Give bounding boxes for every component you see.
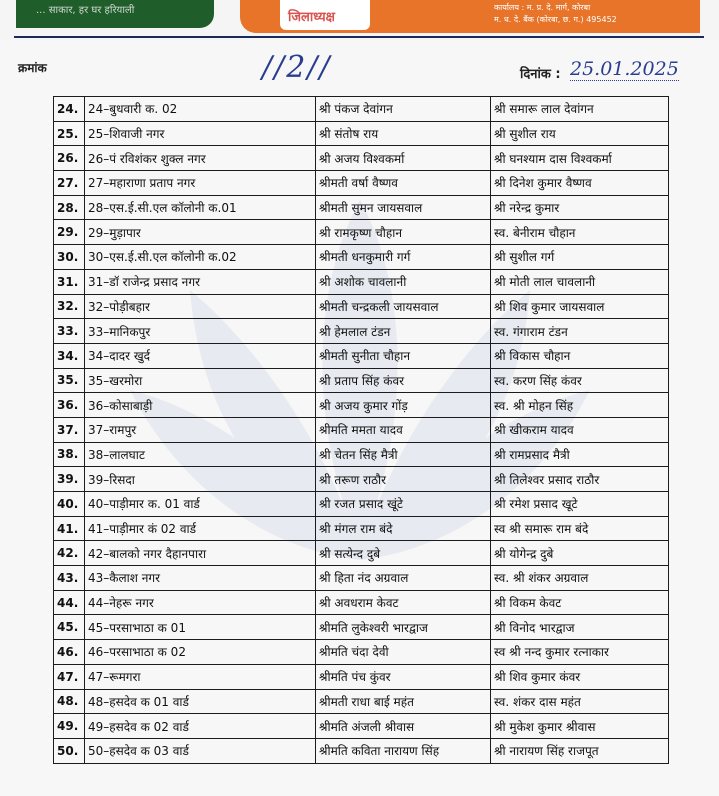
name-cell: श्री रामकृष्ण चौहान xyxy=(316,220,491,245)
name-cell: श्री अवधराम केवट xyxy=(316,590,491,615)
area-cell: 37–रामपुर xyxy=(85,417,316,442)
kramank-label: क्रमांक xyxy=(18,61,47,75)
table-row xyxy=(54,195,669,220)
name-cell: श्री पंकज देवांगन xyxy=(316,97,491,122)
serial-cell: 33. xyxy=(54,319,85,344)
father-name-cell: श्री सुशील राय xyxy=(491,121,669,146)
area-cell: 43–कैलाश नगर xyxy=(85,566,316,591)
table-row xyxy=(54,146,669,171)
father-name-cell: स्व. बेनीराम चौहान xyxy=(491,220,669,245)
serial-cell: 47. xyxy=(54,664,85,689)
name-cell: श्रीमति अंजली श्रीवास xyxy=(316,714,491,739)
table-row xyxy=(54,417,669,442)
name-cell: श्रीमती चन्द्रकली जायसवाल xyxy=(316,294,491,319)
letterhead-address-line2: म. ध. दे. बैंक (कोरबा, छ. ग.) 495452 xyxy=(494,15,617,24)
area-cell: 34–दादर खुर्द xyxy=(85,343,316,368)
table-row xyxy=(54,319,669,344)
father-name-cell: स्व. करण सिंह कंवर xyxy=(491,368,669,393)
letterhead-address xyxy=(494,2,617,26)
sheet-number: //2// xyxy=(262,50,332,85)
area-cell: 24–बुधवारी क. 02 xyxy=(85,97,316,122)
father-name-cell: श्री सुशील गर्ग xyxy=(491,245,669,270)
table-row xyxy=(54,541,669,566)
name-cell: श्रीमती धनकुमारी गर्ग xyxy=(316,245,491,270)
father-name-cell: श्री रामप्रसाद मैत्री xyxy=(491,442,669,467)
table-row xyxy=(54,689,669,714)
date-value: 25.01.2025 xyxy=(570,58,679,80)
area-cell: 26–पं रविशंकर शुक्ल नगर xyxy=(85,146,316,171)
father-name-cell: श्री समारू लाल देवांगन xyxy=(491,97,669,122)
table-row xyxy=(54,738,669,763)
name-cell: श्रीमति ममता यादव xyxy=(316,417,491,442)
table-row xyxy=(54,566,669,591)
father-name-cell: श्री घनश्याम दास विश्वकर्मा xyxy=(491,146,669,171)
area-cell: 35–खरमोरा xyxy=(85,368,316,393)
serial-cell: 30. xyxy=(54,245,85,270)
area-cell: 47–रूमगरा xyxy=(85,664,316,689)
name-cell: श्रीमति चंदा देवी xyxy=(316,640,491,665)
father-name-cell: श्री तिलेश्वर प्रसाद राठौर xyxy=(491,467,669,492)
table-row xyxy=(54,467,669,492)
name-cell: श्रीमती वर्षा वैष्णव xyxy=(316,171,491,196)
table-row xyxy=(54,615,669,640)
table-row xyxy=(54,590,669,615)
serial-cell: 43. xyxy=(54,566,85,591)
name-cell: श्रीमति पंच कुंवर xyxy=(316,664,491,689)
area-cell: 50–हसदेव क 03 वार्ड xyxy=(85,738,316,763)
serial-cell: 28. xyxy=(54,195,85,220)
father-name-cell: श्री दिनेश कुमार वैष्णव xyxy=(491,171,669,196)
serial-cell: 32. xyxy=(54,294,85,319)
name-cell: श्री सत्येन्द दुबे xyxy=(316,541,491,566)
father-name-cell: श्री मोती लाल चावलानी xyxy=(491,269,669,294)
serial-cell: 37. xyxy=(54,417,85,442)
father-name-cell: श्री शिव कुमार कंवर xyxy=(491,664,669,689)
name-cell: श्री अजय विश्वकर्मा xyxy=(316,146,491,171)
name-cell: श्रीमती सुनीता चौहान xyxy=(316,343,491,368)
table-row xyxy=(54,368,669,393)
table-row xyxy=(54,442,669,467)
name-cell: श्री प्रताप सिंह कंवर xyxy=(316,368,491,393)
serial-cell: 44. xyxy=(54,590,85,615)
name-cell: श्री चेतन सिंह मैत्री xyxy=(316,442,491,467)
serial-cell: 40. xyxy=(54,492,85,517)
letterhead-address-line1: कार्यालय : म. प्र. दे. मार्ग, कोरबा xyxy=(494,3,591,12)
father-name-cell: श्री शिव कुमार जायसवाल xyxy=(491,294,669,319)
area-cell: 44–नेहरू नगर xyxy=(85,590,316,615)
table-row xyxy=(54,664,669,689)
serial-cell: 35. xyxy=(54,368,85,393)
area-cell: 48–हसदेव क 01 वार्ड xyxy=(85,689,316,714)
letterhead-left-text: ... साकार, हर घर हरियाली xyxy=(36,5,135,16)
area-cell: 49–हसदेव क 02 वार्ड xyxy=(85,714,316,739)
letterhead-title: जिलाध्यक्ष xyxy=(288,10,335,25)
father-name-cell: श्री रमेश प्रसाद खूटे xyxy=(491,492,669,517)
letterhead-left-band xyxy=(16,0,214,28)
name-cell: श्री अजय कुमार गोंड़ xyxy=(316,393,491,418)
name-cell: श्री मंगल राम बंदे xyxy=(316,516,491,541)
father-name-cell: श्री योगेन्द्र दुबे xyxy=(491,541,669,566)
serial-cell: 48. xyxy=(54,689,85,714)
father-name-cell: श्री विनोद भारद्वाज xyxy=(491,615,669,640)
name-cell: श्री तरूण राठौर xyxy=(316,467,491,492)
table-row xyxy=(54,171,669,196)
father-name-cell: स्व. गंगाराम टंडन xyxy=(491,319,669,344)
area-cell: 33–मानिकपुर xyxy=(85,319,316,344)
serial-cell: 42. xyxy=(54,541,85,566)
father-name-cell: श्री नारायण सिंह राजपूत xyxy=(491,738,669,763)
table-row xyxy=(54,121,669,146)
serial-cell: 39. xyxy=(54,467,85,492)
members-table-body xyxy=(54,97,669,764)
area-cell: 46–परसाभाठा क 02 xyxy=(85,640,316,665)
father-name-cell: श्री खीकराम यादव xyxy=(491,417,669,442)
father-name-cell: स्व श्री समारू राम बंदे xyxy=(491,516,669,541)
serial-cell: 31. xyxy=(54,269,85,294)
name-cell: श्री हेमलाल टंडन xyxy=(316,319,491,344)
name-cell: श्री अशोक चावलानी xyxy=(316,269,491,294)
serial-cell: 26. xyxy=(54,146,85,171)
serial-cell: 34. xyxy=(54,343,85,368)
name-cell: श्रीमति कविता नारायण सिंह xyxy=(316,738,491,763)
father-name-cell: स्व. श्री शंकर अग्रवाल xyxy=(491,566,669,591)
serial-cell: 25. xyxy=(54,121,85,146)
father-name-cell: श्री मुकेश कुमार श्रीवास xyxy=(491,714,669,739)
father-name-cell: स्व. श्री मोहन सिंह xyxy=(491,393,669,418)
area-cell: 38–लालघाट xyxy=(85,442,316,467)
area-cell: 25–शिवाजी नगर xyxy=(85,121,316,146)
table-row xyxy=(54,343,669,368)
area-cell: 29–मुड़ापार xyxy=(85,220,316,245)
area-cell: 31–डॉ राजेन्द्र प्रसाद नगर xyxy=(85,269,316,294)
name-cell: श्री संतोष राय xyxy=(316,121,491,146)
area-cell: 42–बालको नगर दैहानपारा xyxy=(85,541,316,566)
father-name-cell: स्व श्री नन्द कुमार रत्नाकार xyxy=(491,640,669,665)
table-row xyxy=(54,393,669,418)
table-row xyxy=(54,492,669,517)
table-row xyxy=(54,640,669,665)
table-row xyxy=(54,294,669,319)
table-row xyxy=(54,220,669,245)
area-cell: 39–रिसदा xyxy=(85,467,316,492)
letterhead xyxy=(0,0,719,40)
members-table xyxy=(53,96,669,764)
serial-cell: 49. xyxy=(54,714,85,739)
serial-cell: 38. xyxy=(54,442,85,467)
name-cell: श्रीमति लुकेश्वरी भारद्वाज xyxy=(316,615,491,640)
serial-cell: 41. xyxy=(54,516,85,541)
serial-cell: 45. xyxy=(54,615,85,640)
table-row xyxy=(54,245,669,270)
area-cell: 40–पाड़ीमार क. 01 वार्ड xyxy=(85,492,316,517)
name-cell: श्री हिता नंद अग्रवाल xyxy=(316,566,491,591)
table-row xyxy=(54,269,669,294)
letterhead-divider xyxy=(14,36,704,38)
serial-cell: 27. xyxy=(54,171,85,196)
serial-cell: 24. xyxy=(54,97,85,122)
serial-cell: 36. xyxy=(54,393,85,418)
serial-cell: 46. xyxy=(54,640,85,665)
father-name-cell: श्री विकम केवट xyxy=(491,590,669,615)
table-row xyxy=(54,97,669,122)
area-cell: 36–कोसाबाड़ी xyxy=(85,393,316,418)
father-name-cell: श्री विकास चौहान xyxy=(491,343,669,368)
name-cell: श्री रजत प्रसाद खूंटे xyxy=(316,492,491,517)
father-name-cell: स्व. शंकर दास महंत xyxy=(491,689,669,714)
serial-cell: 29. xyxy=(54,220,85,245)
area-cell: 30–एस.ई.सी.एल कॉलोनी क.02 xyxy=(85,245,316,270)
table-row xyxy=(54,714,669,739)
area-cell: 28–एस.ई.सी.एल कॉलोनी क.01 xyxy=(85,195,316,220)
name-cell: श्रीमती सुमन जायसवाल xyxy=(316,195,491,220)
area-cell: 27–महाराणा प्रताप नगर xyxy=(85,171,316,196)
table-row xyxy=(54,516,669,541)
area-cell: 45–परसाभाठा क 01 xyxy=(85,615,316,640)
name-cell: श्रीमती राधा बाई महंत xyxy=(316,689,491,714)
serial-cell: 50. xyxy=(54,738,85,763)
area-cell: 32–पोड़ीबहार xyxy=(85,294,316,319)
area-cell: 41–पाड़ीमार कं 02 वार्ड xyxy=(85,516,316,541)
father-name-cell: श्री नरेन्द्र कुमार xyxy=(491,195,669,220)
date-label: दिनांक : xyxy=(520,67,561,82)
